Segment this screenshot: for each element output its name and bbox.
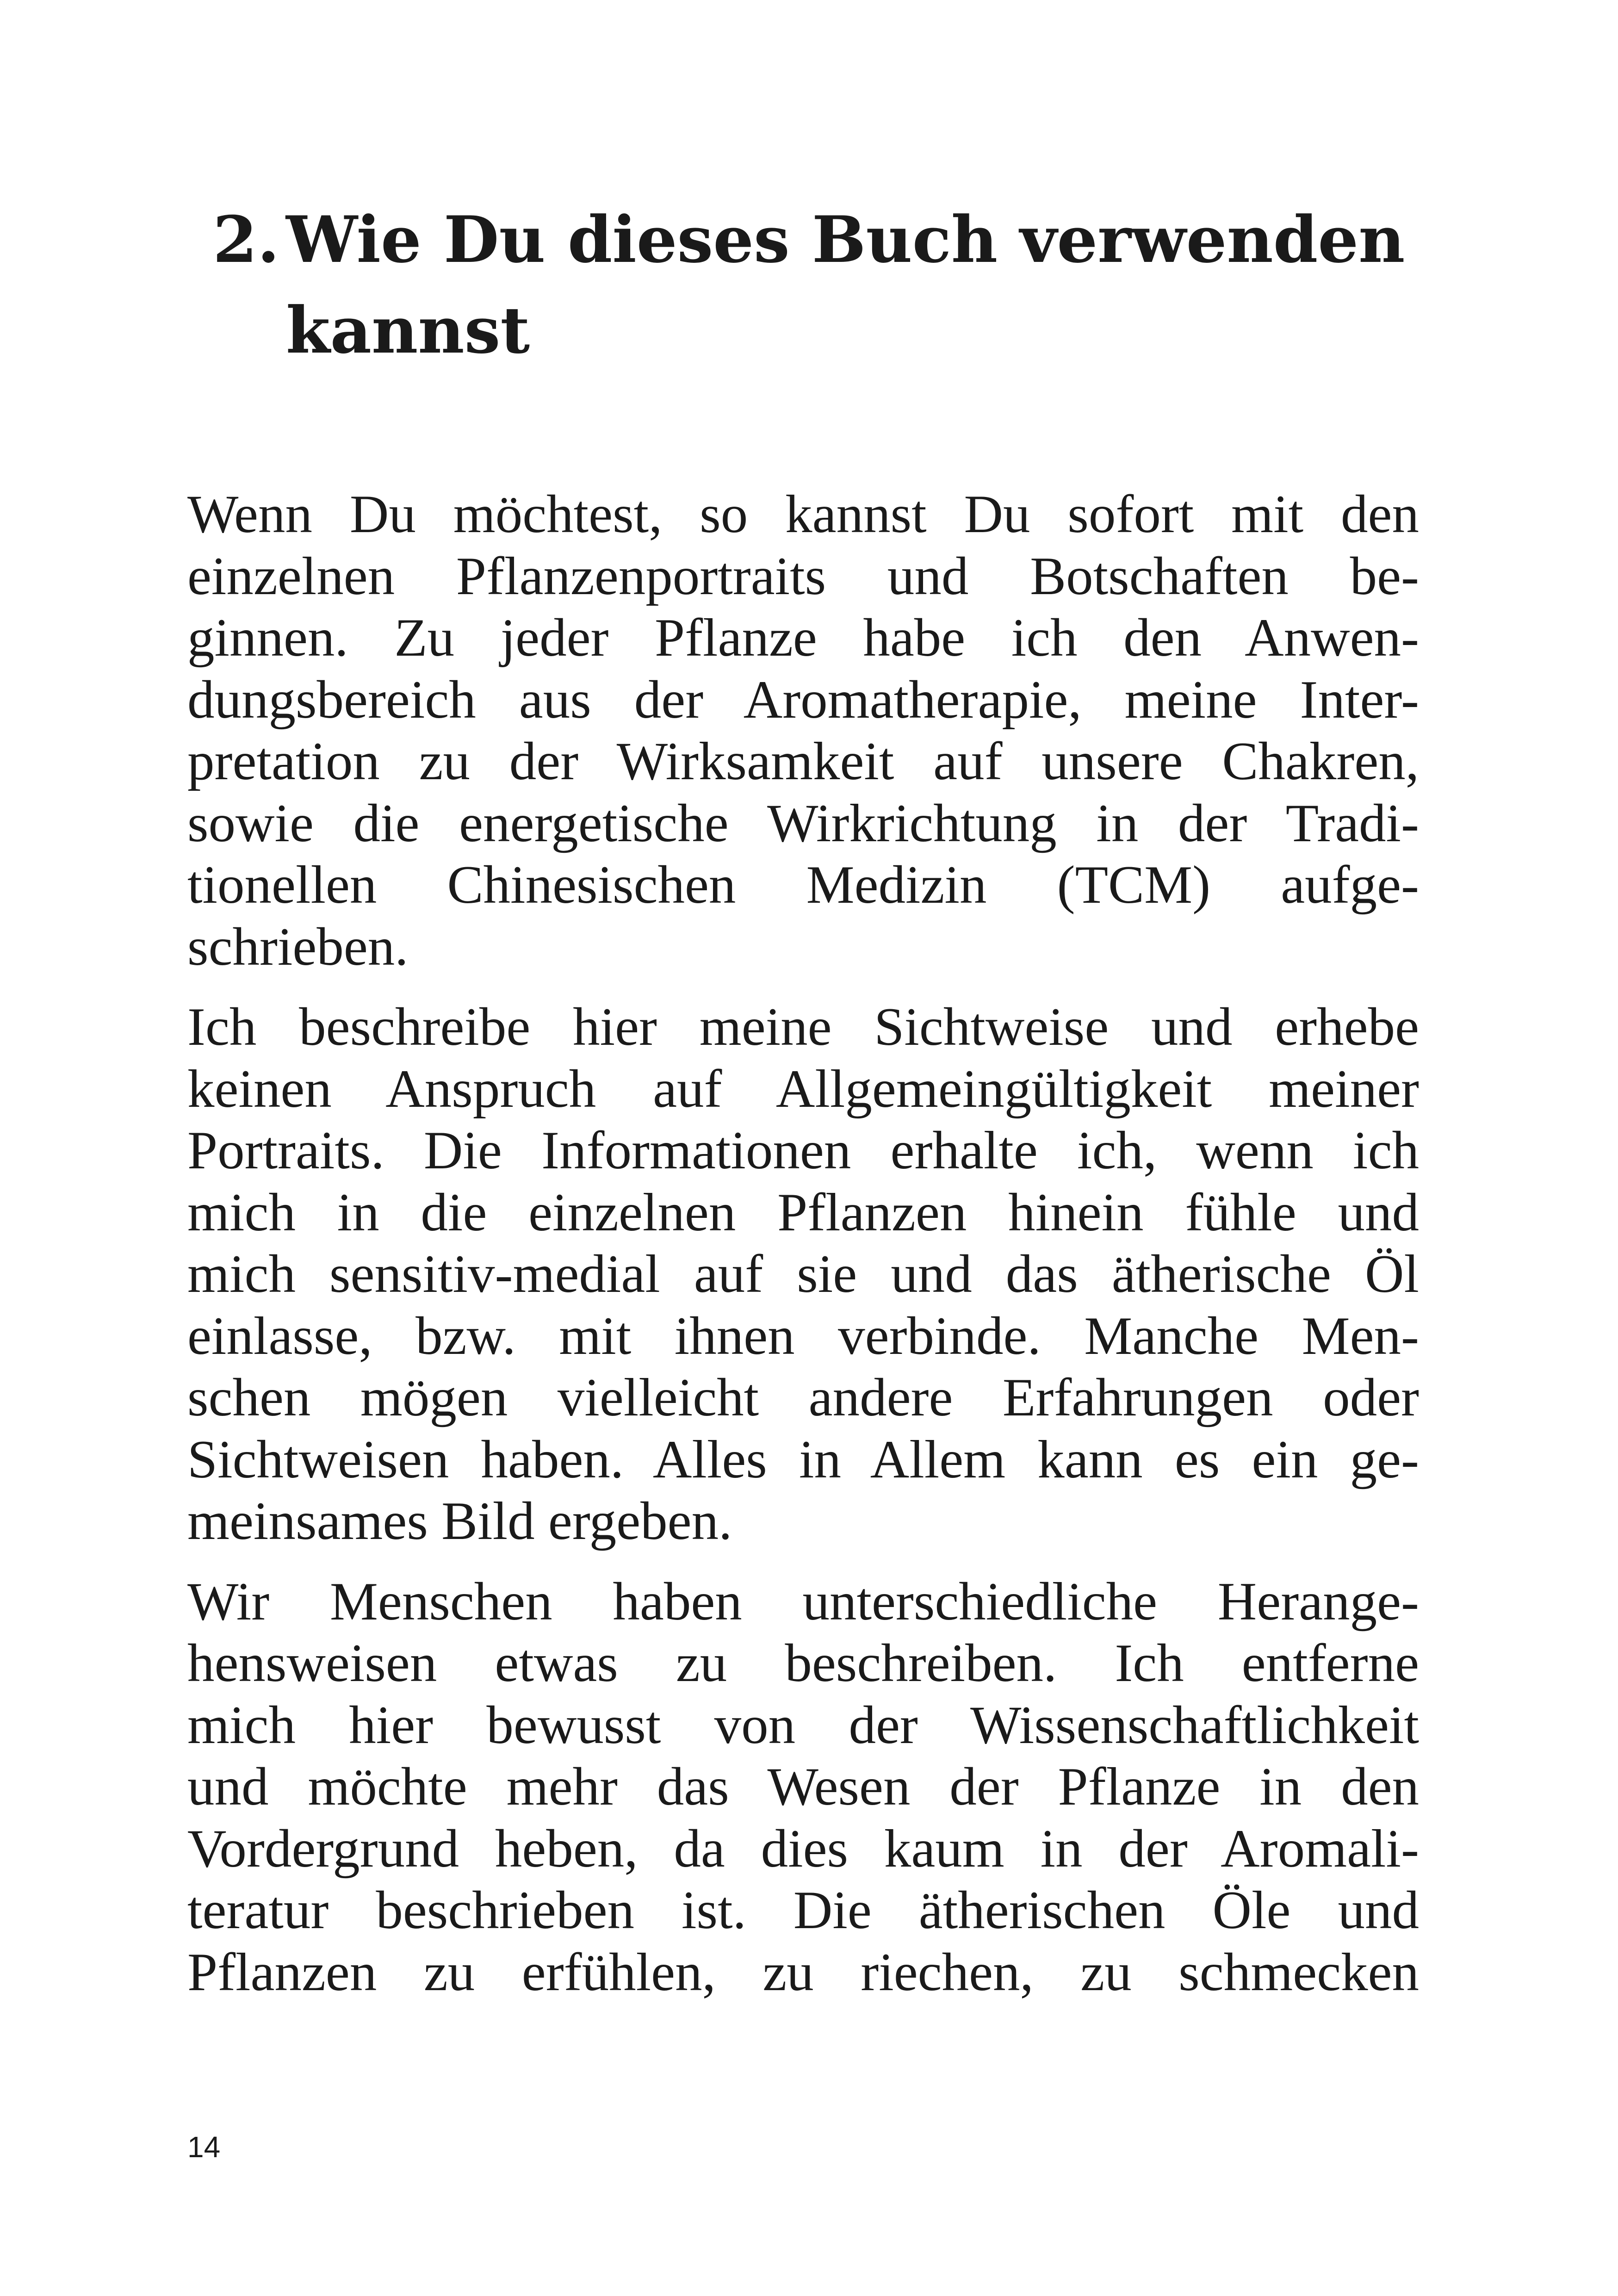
text-line: und möchte mehr das Wesen der Pflanze in den [187,1757,1419,1817]
text-line: einzelnen Pflanzenportraits und Botschaften be- [187,546,1419,606]
text-line: Ich beschreibe hier meine Sichtweise und erhebe [187,997,1419,1057]
text-line: Wir Menschen haben unterschiedliche Herange- [187,1571,1419,1632]
paragraph-2 [187,996,1419,1552]
text-line: pretation zu der Wirksamkeit auf unsere Chakren, [187,732,1419,791]
text-line: Vordergrund heben, da dies kaum in der Aromali- [187,1818,1419,1879]
body-text [187,484,1419,2022]
chapter-title: Wie Du dieses Buch verwenden kannst [286,202,1405,368]
text-line: mich sensitiv-medial auf sie und das ätherische Öl [187,1244,1419,1304]
text-line: mich in die einzelnen Pflanzen hinein fühle und [187,1182,1419,1242]
text-line: einlasse, bzw. mit ihnen verbinde. Manche Men- [187,1306,1419,1366]
text-line: dungsbereich aus der Aromatherapie, meine Inter- [187,670,1419,730]
text-line: schen mögen vielleicht andere Erfahrungen oder [187,1368,1419,1427]
chapter-number: 2. [213,202,280,277]
text-line: mich hier bewusst von der Wissenschaftlichkeit [187,1695,1419,1755]
text-line: hensweisen etwas zu beschreiben. Ich entferne [187,1633,1419,1693]
text-line: ginnen. Zu jeder Pflanze habe ich den Anwen- [187,608,1419,668]
text-line: tionellen Chinesischen Medizin (TCM) aufge- [187,855,1419,915]
text-line: Pflanzen zu erfühlen, zu riechen, zu schmecken [187,1942,1419,2002]
text-line: schrieben. [187,917,409,977]
text-line: meinsames Bild ergeben. [187,1491,732,1551]
text-line: teratur beschrieben ist. Die ätherischen Öle und [187,1880,1419,1940]
paragraph-1 [187,484,1419,978]
paragraph-3 [187,1571,1419,2004]
text-line: keinen Anspruch auf Allgemeingültigkeit meiner [187,1059,1419,1119]
chapter-heading [213,194,1462,376]
page-number: 14 [187,2130,221,2164]
text-line: sowie die energetische Wirkrichtung in der Tradi- [187,793,1419,853]
text-line: Wenn Du möchtest, so kannst Du sofort mit den [187,484,1419,544]
text-line: Portraits. Die Informationen erhalte ich, wenn ich [187,1121,1419,1180]
text-line: Sichtweisen haben. Alles in Allem kann es ein ge- [187,1429,1419,1489]
